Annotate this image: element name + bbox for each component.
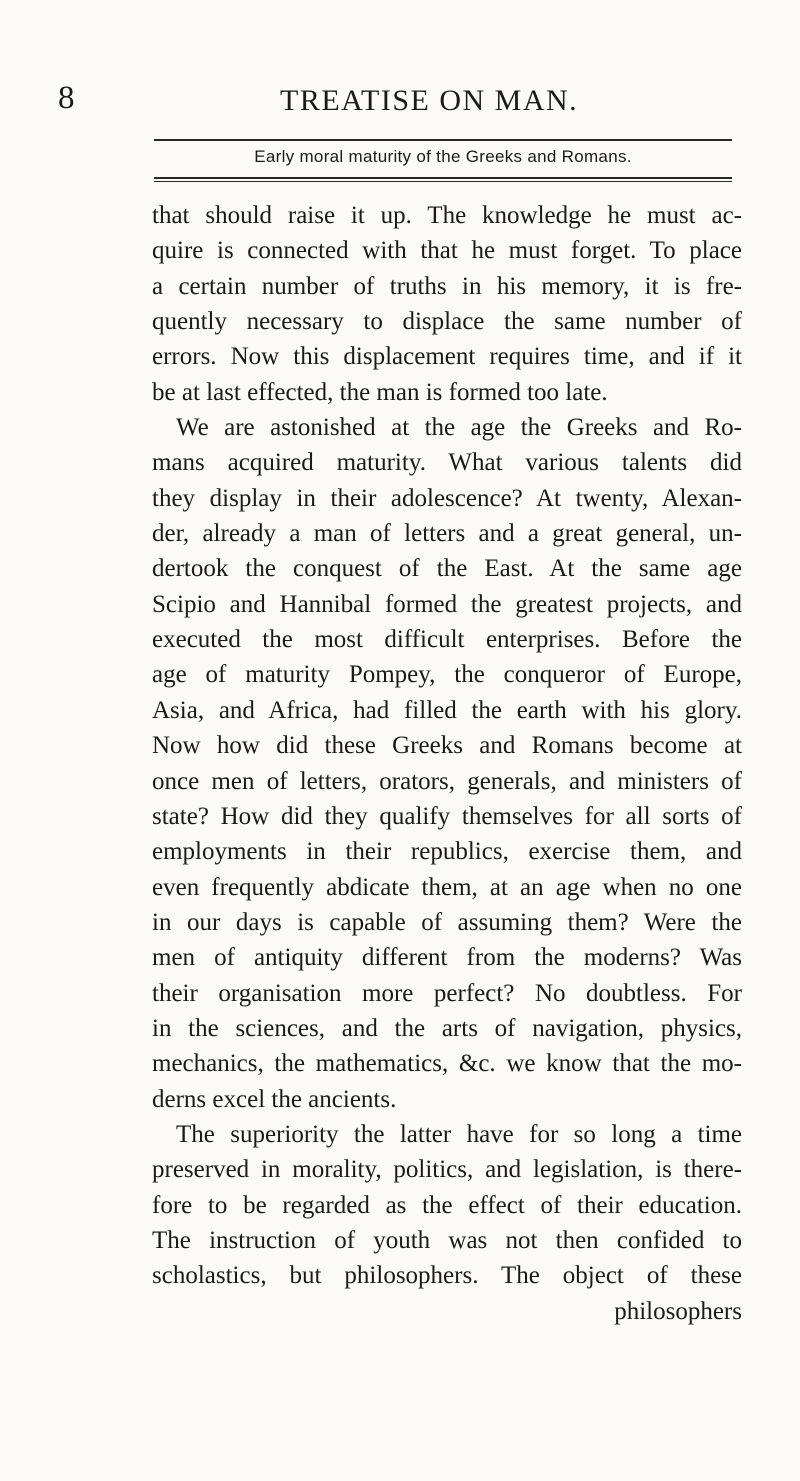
text-line: they display in their adolescence? At twenty, Alexan- [152, 484, 742, 512]
text-line: in the sciences, and the arts of navigation, physics, [152, 1014, 742, 1042]
text-line: in our days is capable of assuming them? Were the [152, 908, 742, 936]
text-line: der, already a man of letters and a great general, un- [152, 520, 742, 548]
text-line: quire is connected with that he must forget. To place [152, 237, 742, 265]
text-line: executed the most difficult enterprises. Before the [152, 626, 742, 654]
text-line: a certain number of truths in his memory, it is fre- [152, 272, 742, 300]
text-line: The superiority the latter have for so long a time [176, 1120, 742, 1148]
text-line: men of antiquity different from the moderns? Was [152, 944, 742, 972]
text-line: their organisation more perfect? No doubtless. For [152, 979, 742, 1007]
chapter-subheading: Early moral maturity of the Greeks and Romans. [254, 147, 632, 166]
text-line: Now how did these Greeks and Romans become at [152, 732, 742, 760]
header-rule-bottom [154, 177, 732, 179]
text-line: employments in their republics, exercise them, and [152, 838, 742, 866]
running-title: TREATISE ON MAN. [280, 84, 579, 117]
text-line: errors. Now this displacement requires time, and if it [152, 343, 742, 371]
page-number: 8 [58, 80, 76, 116]
text-line: age of maturity Pompey, the conqueror of Europe, [152, 661, 742, 689]
text-line: state? How did they qualify themselves for all sorts of [152, 802, 742, 830]
text-line: be at last effected, the man is formed too late. [152, 378, 608, 406]
text-line: We are astonished at the age the Greeks and Ro- [176, 414, 742, 442]
body-text [152, 198, 742, 1329]
text-line: Scipio and Hannibal formed the greatest projects, and [152, 590, 742, 618]
text-line: that should raise it up. The knowledge he must ac- [152, 202, 742, 229]
text-line: mans acquired maturity. What various talents did [152, 449, 742, 477]
text-line: scholastics, but philosophers. The object of these [152, 1262, 742, 1290]
text-line: dertook the conquest of the East. At the same age [152, 555, 742, 583]
header-rule-top [154, 139, 732, 141]
text-line: The instruction of youth was not then confided to [152, 1226, 742, 1254]
catchword: philosophers [614, 1297, 742, 1325]
text-line: once men of letters, orators, generals, and ministers of [152, 767, 742, 795]
text-line: even frequently abdicate them, at an age when no one [152, 873, 742, 901]
text-line: fore to be regarded as the effect of their education. [152, 1191, 742, 1219]
running-head [58, 80, 738, 126]
text-line: quently necessary to displace the same number of [152, 308, 742, 336]
text-line: derns excel the ancients. [152, 1085, 397, 1113]
text-line: Asia, and Africa, had filled the earth with his glory. [152, 696, 742, 724]
text-line: preserved in morality, politics, and legislation, is there- [152, 1156, 742, 1184]
header-rule-bottom-thin [154, 181, 732, 182]
text-line: mechanics, the mathematics, &c. we know that the mo- [152, 1050, 742, 1078]
